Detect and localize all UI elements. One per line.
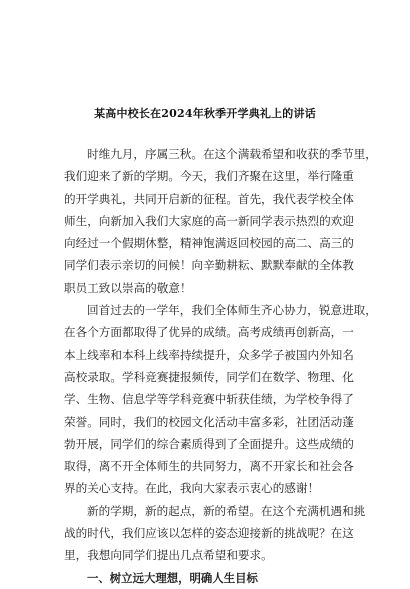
paragraph-line: 里，我想向同学们提出几点希望和要求。 bbox=[64, 548, 273, 563]
paragraph-line: 同学们表示亲切的问候！向辛勤耕耘、默默奉献的全体教 bbox=[64, 258, 354, 273]
paragraph-line: 本上线率和本科上线率持续提升，众多学子被国内外知名 bbox=[64, 347, 354, 362]
paragraph-line: 勃开展，同学们的综合素质得到了全面提升。这些成绩的 bbox=[64, 436, 354, 451]
paragraph-line: 取得，离不开全体师生的共同努力，离不开家长和社会各 bbox=[64, 459, 354, 474]
document-body bbox=[64, 143, 377, 589]
paragraph-line: 新的学期，新的起点，新的希望。在这个充满机遇和挑 bbox=[87, 503, 366, 518]
paragraph-line: 在各个方面都取得了优异的成绩。高考成绩再创新高，一 bbox=[64, 325, 354, 340]
paragraph-line: 的开学典礼，共同开启新的征程。首先，我代表学校全体 bbox=[64, 191, 354, 206]
paragraph-line: 职员工致以崇高的敬意！ bbox=[64, 280, 192, 295]
paragraph-line: 高校录取。学科竞赛捷报频传，同学们在数学、物理、化 bbox=[64, 369, 354, 384]
paragraph-line: 师生，向新加入我们大家庭的高一新同学表示热烈的欢迎 bbox=[64, 213, 354, 228]
document-title: 某高中校长在2024年秋季开学典礼上的讲话 bbox=[94, 107, 316, 120]
paragraph-line: 回首过去的一学年，我们全体师生齐心协力，锐意进取， bbox=[87, 303, 377, 318]
paragraph-line: 向经过一个假期休整，精神饱满返回校园的高二、高三的 bbox=[64, 236, 354, 251]
paragraph-line: 学、生物、信息学等学科竞赛中斩获佳绩，为学校争得了 bbox=[64, 392, 354, 407]
section-heading: 一、树立远大理想，明确人生目标 bbox=[87, 570, 258, 585]
paragraph-line: 荣誉。同时，我们的校园文化活动丰富多彩，社团活动蓬 bbox=[64, 414, 354, 429]
paragraph-line: 界的关心支持。在此，我向大家表示衷心的感谢！ bbox=[64, 481, 320, 496]
paragraph-line: 战的时代，我们应该以怎样的姿态迎接新的挑战呢？在这 bbox=[64, 526, 354, 541]
paragraph-line: 我们迎来了新的学期。今天，我们齐聚在这里，举行隆重 bbox=[64, 169, 354, 184]
paragraph-line: 时维九月，序属三秋。在这个满载希望和收获的季节里， bbox=[87, 147, 377, 161]
